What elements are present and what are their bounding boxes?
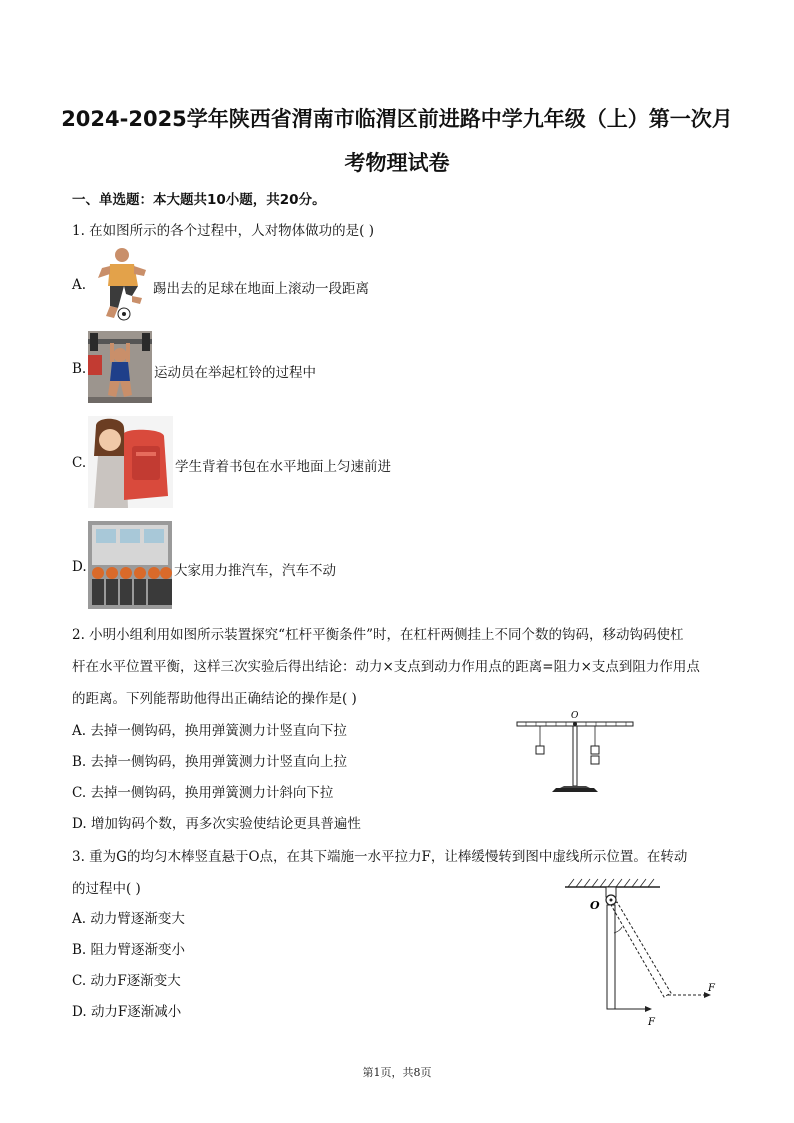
q3-stem-line1: 3. 重为G的均匀木棒竖直悬于O点，在其下端施一水平拉力F，让棒缓慢转到图中虚线所示位置。在转动 [72,849,688,865]
q1-option-b-text: 运动员在举起杠铃的过程中 [154,365,316,381]
q2-stem-line3: 的距离。下列能帮助他得出正确结论的操作是( ) [72,691,357,707]
q1-option-a-text: 踢出去的足球在地面上滚动一段距离 [153,281,369,297]
q2-stem-line2: 杆在水平位置平衡，这样三次实验后得出结论：动力×支点到动力作用点的距离=阻力×支点到阻力作用点 [72,659,700,675]
q3-option-a: A. 动力臂逐渐变大 [72,911,185,927]
q1-option-a-label: A. [72,277,87,293]
lever-apparatus-figure [512,708,638,794]
pushing-car-image [88,521,172,609]
q2-option-b: B. 去掉一侧钩码，换用弹簧测力计竖直向上拉 [72,754,348,770]
q2-option-c: C. 去掉一侧钩码，换用弹簧测力计斜向下拉 [72,785,334,801]
soccer-player-image [88,246,150,322]
svg-text:O: O [590,899,600,912]
svg-text:O: O [571,711,579,721]
q3-option-b: B. 阻力臂逐渐变小 [72,942,186,958]
q1-option-d-label: D. [72,559,87,575]
q3-option-d: D. 动力F逐渐减小 [72,1004,182,1020]
svg-text:F: F [708,983,715,994]
q1-stem: 1. 在如图所示的各个过程中，人对物体做功的是( ) [72,223,374,239]
page-footer: 第1页，共8页 [362,1066,432,1079]
weightlifter-image [88,331,152,403]
page-title-line1: 2024-2025学年陕西省渭南市临渭区前进路中学九年级（上）第一次月 [61,107,733,131]
q3-option-c: C. 动力F逐渐变大 [72,973,181,989]
q1-option-d-text: 大家用力推汽车，汽车不动 [174,563,336,579]
q1-option-c-label: C. [72,455,87,471]
q1-option-c-text: 学生背着书包在水平地面上匀速前进 [175,459,391,475]
q2-option-d: D. 增加钩码个数，再多次实验使结论更具普遍性 [72,816,361,832]
svg-text:F: F [648,1017,655,1028]
q2-stem-line1: 2. 小明小组利用如图所示装置探究“杠杆平衡条件”时，在杠杆两侧挂上不同个数的钩码，移动钩码使杠 [72,627,684,643]
q3-stem-line2: 的过程中( ) [72,881,141,897]
student-backpack-image [88,416,173,508]
page-title-line2: 考物理试卷 [344,151,450,175]
q1-option-b-label: B. [72,361,87,377]
q2-option-a: A. 去掉一侧钩码，换用弹簧测力计竖直向下拉 [72,723,347,739]
section-heading: 一、单选题：本大题共10小题，共20分。 [72,192,326,208]
rotating-rod-figure [560,875,730,1035]
